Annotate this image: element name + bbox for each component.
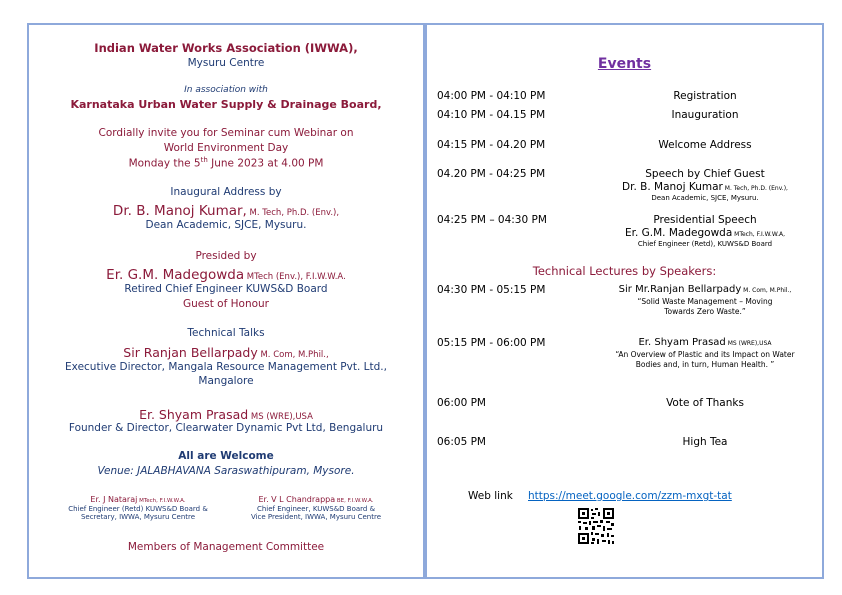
lectures-title: Technical Lectures by Speakers:: [532, 264, 717, 278]
invite-line-1: Cordially invite you for Seminar cum Webinar on: [98, 127, 354, 139]
lecture-item-1: Sir Mr.Ranjan Bellarpady M. Com, M.Phil., “Solid Waste Management – Moving Towards Zero Waste.”: [618, 284, 792, 316]
schedule-time-4: 04.20 PM - 04:25 PM: [437, 168, 546, 180]
presided-label: Presided by: [195, 250, 257, 262]
events-title: Events: [597, 56, 652, 72]
venue: Venue: JALABHAVANA Saraswathipuram, Mysore.: [97, 465, 355, 477]
association-note: In association with: [184, 85, 268, 95]
board-name: Karnataka Urban Water Supply & Drainage Board,: [70, 98, 382, 111]
schedule-item-5: Presidential Speech Er. G.M. Madegowda MTech, F.I.W.W.A, Chief Engineer (Retd), KUWS&D Board: [624, 214, 785, 248]
talk-1-role-2: Mangalore: [198, 375, 254, 387]
inaugural-speaker: Dr. B. Manoj Kumar, M. Tech, Ph.D. (Env.),: [112, 203, 340, 219]
schedule-title-1: Registration: [673, 90, 737, 102]
weblink-url[interactable]: https://meet.google.com/zzm-mxgt-tat: [528, 490, 732, 502]
lecture-time-2: 05:15 PM - 06:00 PM: [437, 337, 546, 349]
schedule-item-4: Speech by Chief Guest Dr. B. Manoj Kumar M. Tech, Ph.D. (Env.), Dean Academic, SJCE, Mysuru.: [622, 168, 788, 202]
signatory-1: Er. J Nataraj MTech, F.I.W.W.A. Chief Engineer (Retd) KUWS&D Board & Secretary, IWWA, Mysuru Centre: [68, 495, 208, 521]
events-panel: [425, 23, 824, 579]
schedule-time-1: 04:00 PM - 04:10 PM: [437, 90, 546, 102]
talk-1-role-1: Executive Director, Mangala Resource Management Pvt. Ltd.,: [65, 361, 387, 373]
invitation-panel: [27, 23, 425, 579]
schedule-title-3: Welcome Address: [658, 139, 752, 151]
closing-time-1: 06:00 PM: [437, 397, 486, 409]
schedule-time-2: 04:10 PM - 04.15 PM: [437, 109, 546, 121]
schedule-title-2: Inauguration: [671, 109, 739, 121]
presided-role-2: Guest of Honour: [182, 298, 269, 310]
technical-talks-label: Technical Talks: [187, 327, 265, 339]
qr-code-icon[interactable]: [577, 507, 615, 545]
presided-speaker: Er. G.M. Madegowda MTech (Env.), F.I.W.W.A.: [106, 267, 346, 283]
schedule-time-5: 04:25 PM – 04:30 PM: [437, 214, 547, 226]
closing-time-2: 06:05 PM: [437, 436, 486, 448]
closing-title-1: Vote of Thanks: [666, 397, 744, 409]
invite-line-2: World Environment Day: [163, 142, 289, 154]
closing-title-2: High Tea: [682, 436, 728, 448]
committee-note: Members of Management Committee: [127, 541, 325, 553]
talk-2-speaker: Er. Shyam Prasad MS (WRE),USA: [139, 407, 313, 422]
schedule-time-3: 04:15 PM - 04.20 PM: [437, 139, 546, 151]
org-name: Indian Water Works Association (IWWA),: [94, 41, 358, 55]
weblink-label: Web link: [468, 490, 513, 502]
presided-role-1: Retired Chief Engineer KUWS&D Board: [124, 283, 328, 295]
talk-2-role: Founder & Director, Clearwater Dynamic Pvt Ltd, Bengaluru: [68, 422, 384, 434]
lecture-time-1: 04:30 PM - 05:15 PM: [437, 284, 546, 296]
signatory-2: Er. V L Chandrappa BE, F.I.W.W.A. Chief Engineer, KUWS&D Board & Vice President, IWWA, Mysuru Centre: [250, 495, 382, 521]
inaugural-label: Inaugural Address by: [170, 186, 282, 198]
talk-1-speaker: Sir Ranjan Bellarpady M. Com, M.Phil.,: [123, 345, 329, 360]
welcome-note: All are Welcome: [178, 450, 274, 462]
centre-name: Mysuru Centre: [187, 57, 265, 69]
event-date: Monday the 5th June 2023 at 4.00 PM: [128, 156, 324, 170]
lecture-item-2: Er. Shyam Prasad MS (WRE),USA “An Overview of Plastic and its Impact on Water Bodies and, in turn, Human Health. ”: [615, 337, 795, 369]
inaugural-role: Dean Academic, SJCE, Mysuru.: [145, 219, 307, 231]
